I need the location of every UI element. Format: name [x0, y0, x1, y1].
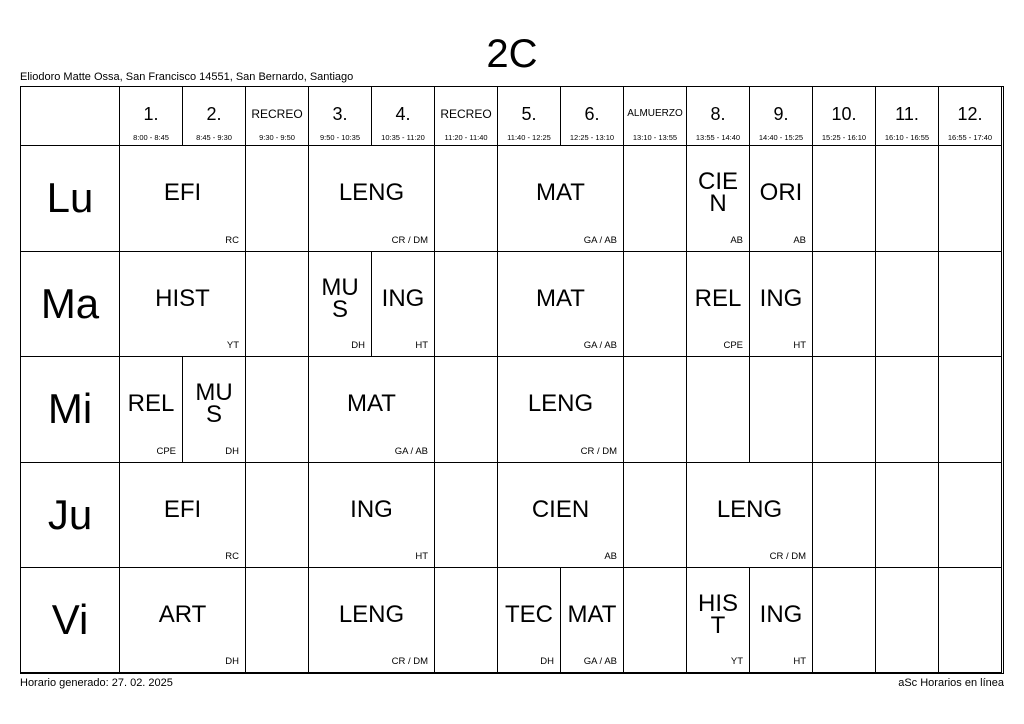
- lesson-cell[interactable]: [750, 252, 813, 358]
- lesson-subject: ING: [350, 496, 393, 524]
- column-label: RECREO: [440, 107, 492, 121]
- lesson-cell[interactable]: [309, 146, 435, 252]
- column-time: 10:35 - 11:20: [381, 133, 425, 142]
- empty-cell: [939, 146, 1002, 252]
- column-time: 13:55 - 14:40: [695, 133, 741, 142]
- lesson-teacher: DH: [351, 340, 365, 352]
- lesson-subject: MAT: [536, 284, 585, 312]
- empty-cell: [876, 463, 939, 569]
- column-label: 10.: [831, 104, 857, 124]
- lesson-cell[interactable]: [498, 357, 624, 463]
- empty-cell: [813, 463, 876, 569]
- lesson-cell[interactable]: [309, 252, 372, 358]
- lesson-subject: REL: [694, 284, 742, 312]
- lesson-teacher: CPE: [156, 445, 176, 457]
- lesson-teacher: HT: [415, 551, 428, 563]
- lesson-subject: MUS: [195, 379, 233, 429]
- column-label: 2.: [206, 104, 222, 124]
- column-label: 5.: [521, 104, 537, 124]
- lesson-subject: ORI: [759, 179, 803, 207]
- lesson-subject: ING: [759, 284, 803, 312]
- empty-cell: [687, 357, 750, 463]
- column-header: [813, 87, 876, 146]
- empty-cell: [939, 357, 1002, 463]
- empty-cell: [876, 568, 939, 673]
- lesson-cell[interactable]: [750, 568, 813, 673]
- column-header: [246, 87, 309, 146]
- lesson-cell[interactable]: [309, 568, 435, 673]
- break-cell: [624, 357, 687, 463]
- column-label: 8.: [710, 104, 726, 124]
- column-time: 12:25 - 13:10: [569, 133, 615, 142]
- lesson-subject: CIEN: [697, 168, 738, 218]
- lesson-subject: REL: [127, 390, 175, 418]
- break-cell: [246, 252, 309, 358]
- break-cell: [435, 568, 498, 673]
- break-cell: [435, 252, 498, 358]
- lesson-subject: MAT: [536, 179, 585, 207]
- lesson-teacher: HT: [793, 655, 806, 667]
- day-label: Vi: [21, 568, 120, 673]
- empty-cell: [876, 252, 939, 358]
- column-header: [372, 87, 435, 146]
- break-cell: [246, 357, 309, 463]
- lesson-cell[interactable]: [372, 252, 435, 358]
- lesson-cell[interactable]: [687, 568, 750, 673]
- break-cell: [246, 146, 309, 252]
- column-header: [939, 87, 1002, 146]
- lesson-teacher: GA / AB: [583, 340, 617, 352]
- column-time: 8:45 - 9:30: [196, 133, 232, 142]
- lesson-teacher: DH: [540, 655, 554, 667]
- column-time: 9:30 - 9:50: [259, 133, 295, 142]
- column-header: [624, 87, 687, 146]
- empty-cell: [813, 252, 876, 358]
- empty-cell: [813, 568, 876, 673]
- corner-cell: [21, 87, 120, 146]
- school-address: Eliodoro Matte Ossa, San Francisco 14551, San Bernardo, Santiago: [20, 71, 354, 83]
- lesson-teacher: YT: [226, 340, 239, 352]
- column-label: 11.: [895, 104, 919, 124]
- column-label: 9.: [773, 104, 789, 124]
- lesson-subject: LENG: [527, 390, 594, 418]
- column-header: [561, 87, 624, 146]
- lesson-teacher: RC: [225, 551, 239, 563]
- lesson-teacher: HT: [793, 340, 806, 352]
- lesson-teacher: GA / AB: [583, 234, 617, 246]
- break-cell: [435, 357, 498, 463]
- page-title: 2C: [486, 32, 538, 76]
- lesson-cell[interactable]: [498, 463, 624, 569]
- column-header: [498, 87, 561, 146]
- generated-date: Horario generado: 27. 02. 2025: [20, 677, 173, 689]
- lesson-subject: LENG: [716, 496, 783, 524]
- column-time: 14:40 - 15:25: [758, 133, 804, 142]
- lesson-subject: ING: [381, 284, 425, 312]
- lesson-teacher: HT: [415, 340, 428, 352]
- column-header: [120, 87, 183, 146]
- software-credit: aSc Horarios en línea: [898, 677, 1004, 689]
- column-label: RECREO: [251, 107, 303, 121]
- lesson-cell[interactable]: [120, 568, 246, 673]
- lesson-subject: ART: [158, 601, 207, 629]
- lesson-subject: TEC: [505, 601, 553, 629]
- column-label: 3.: [332, 104, 348, 124]
- lesson-cell[interactable]: [498, 146, 624, 252]
- empty-cell: [750, 357, 813, 463]
- lesson-cell[interactable]: [120, 146, 246, 252]
- break-cell: [624, 252, 687, 358]
- timetable-grid: [20, 86, 1004, 674]
- column-time: 11:40 - 12:25: [507, 133, 551, 142]
- break-cell: [246, 463, 309, 569]
- empty-cell: [813, 357, 876, 463]
- lesson-subject: HIST: [155, 284, 210, 312]
- break-cell: [624, 463, 687, 569]
- day-label: Mi: [21, 357, 120, 463]
- break-cell: [435, 146, 498, 252]
- lesson-teacher: CPE: [723, 340, 743, 352]
- column-label: 4.: [395, 104, 411, 124]
- empty-cell: [939, 568, 1002, 673]
- lesson-cell[interactable]: [120, 463, 246, 569]
- empty-cell: [876, 146, 939, 252]
- lesson-teacher: AB: [793, 234, 806, 246]
- lesson-subject: MAT: [347, 390, 396, 418]
- lesson-cell[interactable]: [120, 252, 246, 358]
- lesson-teacher: CR / DM: [391, 655, 428, 667]
- column-label: 6.: [584, 104, 600, 124]
- lesson-subject: LENG: [338, 601, 405, 629]
- break-cell: [435, 463, 498, 569]
- lesson-cell[interactable]: [687, 146, 750, 252]
- lesson-teacher: AB: [604, 551, 617, 563]
- column-header: [687, 87, 750, 146]
- lesson-cell[interactable]: [687, 463, 813, 569]
- empty-cell: [939, 463, 1002, 569]
- lesson-subject: EFI: [163, 179, 202, 207]
- lesson-teacher: AB: [730, 234, 743, 246]
- lesson-teacher: CR / DM: [580, 445, 617, 457]
- lesson-subject: MUS: [321, 273, 359, 323]
- lesson-subject: EFI: [163, 496, 202, 524]
- column-header: [309, 87, 372, 146]
- column-label: 1.: [143, 104, 159, 124]
- column-time: 11:20 - 11:40: [444, 133, 488, 142]
- lesson-subject: ING: [759, 601, 803, 629]
- lesson-cell[interactable]: [309, 357, 435, 463]
- lesson-teacher: YT: [730, 655, 743, 667]
- lesson-cell[interactable]: [183, 357, 246, 463]
- lesson-cell[interactable]: [309, 463, 435, 569]
- lesson-teacher: DH: [225, 655, 239, 667]
- lesson-cell[interactable]: [750, 146, 813, 252]
- day-label: Ma: [21, 252, 120, 358]
- lesson-teacher: DH: [225, 445, 239, 457]
- lesson-teacher: CR / DM: [769, 551, 806, 563]
- lesson-cell[interactable]: [498, 252, 624, 358]
- column-header: [435, 87, 498, 146]
- column-header: [876, 87, 939, 146]
- lesson-cell[interactable]: [561, 568, 624, 673]
- column-label: ALMUERZO: [627, 108, 683, 119]
- day-label: Ju: [21, 463, 120, 569]
- day-label: Lu: [21, 146, 120, 252]
- column-time: 16:55 - 17:40: [947, 133, 993, 142]
- break-cell: [246, 568, 309, 673]
- lesson-teacher: RC: [225, 234, 239, 246]
- lesson-subject: HIS T: [697, 590, 738, 640]
- lesson-cell[interactable]: [120, 357, 183, 463]
- break-cell: [624, 146, 687, 252]
- lesson-cell[interactable]: [498, 568, 561, 673]
- column-header: [750, 87, 813, 146]
- empty-cell: [813, 146, 876, 252]
- lesson-teacher: CR / DM: [391, 234, 428, 246]
- column-time: 15:25 - 16:10: [821, 133, 867, 142]
- empty-cell: [876, 357, 939, 463]
- break-cell: [624, 568, 687, 673]
- column-time: 8:00 - 8:45: [133, 133, 169, 142]
- column-header: [183, 87, 246, 146]
- empty-cell: [939, 252, 1002, 358]
- lesson-subject: LENG: [338, 179, 405, 207]
- lesson-subject: CIEN: [531, 496, 590, 524]
- column-time: 9:50 - 10:35: [319, 133, 361, 142]
- column-time: 13:10 - 13:55: [632, 133, 678, 142]
- lesson-subject: MAT: [567, 601, 617, 629]
- column-label: 12.: [957, 104, 983, 124]
- lesson-teacher: GA / AB: [583, 655, 617, 667]
- lesson-cell[interactable]: [687, 252, 750, 358]
- column-time: 16:10 - 16:55: [884, 133, 930, 142]
- lesson-teacher: GA / AB: [394, 445, 428, 457]
